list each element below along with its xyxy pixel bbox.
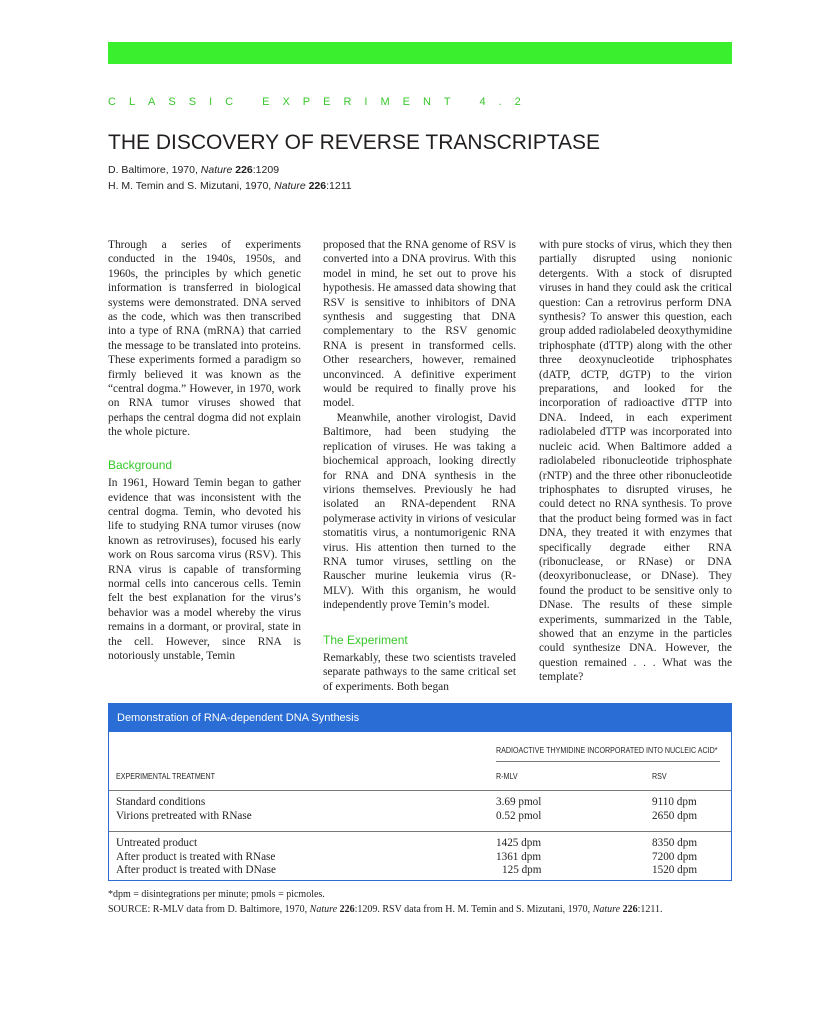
table-row: 1425 dpm 1361 dpm 125 dpm [496, 837, 542, 877]
col2-paragraph-1: proposed that the RNA genome of RSV is converted into a DNA provirus. With this model in mind, he set out to prove his hypothesis. He amassed data showing that RSV is sensitive to inhibitors of DNA synthesis and suggesting that DNA complementary to the RSV genomic RNA is present in transformed cells. Other researchers, however, remained unconvinced. A definitive experiment would be required to finally prove his model. [323, 239, 516, 410]
table-footnote: *dpm = disintegrations per minute; pmols = picmoles. [108, 889, 325, 900]
citation-baltimore: D. Baltimore, 1970, Nature 226:1209 [108, 164, 280, 176]
intro-paragraph: Through a series of experiments conducted in the 1940s, 1950s, and 1960s, the principles by which genetic information is transferred in biological systems were demonstrated. DNA served as the code, which was then transcribed into a type of RNA (mRNA) that carried the message to be translated into proteins. These experiments formed a paradigm so firmly believed it was known as the “central dogma.” However, in 1970, work on RNA tumor viruses showed that perhaps the central dogma did not explain the whole picture. [108, 239, 301, 439]
results-table [108, 703, 732, 881]
column-1 [108, 238, 301, 663]
col-header-rmlv: R-MLV [496, 771, 518, 781]
col2-paragraph-3: Remarkably, these two scientists traveled separate pathways to the same critical set of experiments. Both began [323, 651, 516, 693]
table-row: 9110 dpm 2650 dpm [652, 796, 698, 822]
background-paragraph: In 1961, Howard Temin began to gather evidence that was inconsistent with the central dogma. Temin, who devoted his life to studying RNA tumor viruses (now known as retroviruses), focused his early work on Rous sarcoma virus (RSV). This RNA virus is capable of transforming normal cells into cancerous cells. Temin felt the best explanation for the virus’s behavior was a model whereby the virus remains in a dormant, or proviral, state in the cell. However, since RNA is notoriously unstable, Temin [108, 477, 301, 662]
table-source: SOURCE: R-MLV data from D. Baltimore, 1970, Nature 226:1209. RSV data from H. M. Temin and S. Mizutani, 1970, Nature 226:1211. [108, 904, 663, 915]
citation-temin: H. M. Temin and S. Mizutani, 1970, Nature 226:1211 [108, 180, 352, 192]
article-title: THE DISCOVERY OF REVERSE TRANSCRIPTASE [108, 131, 601, 154]
experiment-heading: The Experiment [323, 632, 408, 647]
table-row: 8350 dpm 7200 dpm 1520 dpm [652, 837, 698, 877]
group-header-rule [496, 761, 720, 762]
group-rule [109, 831, 731, 832]
table-row: 3.69 pmol 0.52 pmol [496, 796, 542, 822]
table-row: Untreated product After product is treated with RNase After product is treated with DNase [116, 837, 276, 877]
section-kicker: CLASSIC EXPERIMENT 4.2 [108, 96, 534, 108]
background-heading: Background [108, 457, 173, 472]
col3-paragraph: with pure stocks of virus, which they then partially disrupted using nonionic detergents. With a stock of disrupted viruses in hand they could ask the critical question: Can a retrovirus perform DNA synthesis? To answer this question, each group added radiolabeled deoxythymidine triphosphate (dTTP) along with the other three deoxynucleotide triphosphates (dATP, dCTP, dGTP) to the virion preparations, and looked for the incorporation of radioactive dTTP into DNA. Indeed, in each experiment radiolabeled dTTP was incorporated into nucleic acid. When Baltimore added a radiolabeled ribonucleotide triphosphate (rNTP) and the three other ribonucleotide triphosphates to disrupted viruses, he could detect no RNA synthesis. To prove that the product being formed was in fact DNA, they treated it with enzymes that specifically degrade either RNA (ribonuclease, or RNase) or DNA (deoxyribonuclease, or DNase). They found the product to be sensitive only to DNase. The results of these simple experiments, summarized in the Table, showed that an enzyme in the particles could synthesize DNA. However, the question remained . . . What was the template? [539, 239, 732, 684]
col-header-treatment: EXPERIMENTAL TREATMENT [116, 771, 216, 781]
col2-paragraph-2: Meanwhile, another virologist, David Baltimore, had been studying the replication of viruses. He was taking a biochemical approach, looking directly for RNA and DNA synthesis in the virions themselves. Previously he had isolated an RNA-dependent RNA polymerase activity in virions of vesicular stomatitis virus, a nontumorigenic RNA virus. His attention then turned to the RNA tumor viruses, settling on the Rauscher murine leukemia virus (R-MLV). With this organism, he would independently prove Temin’s model. [323, 411, 516, 612]
header-rule [109, 790, 731, 791]
table-group-header: RADIOACTIVE THYMIDINE INCORPORATED INTO NUCLEIC ACID* [496, 745, 718, 755]
column-2 [323, 238, 516, 694]
table-title: Demonstration of RNA-dependent DNA Synthesis [109, 704, 731, 732]
column-3 [539, 238, 732, 685]
col-header-rsv: RSV [652, 771, 667, 781]
table-row: Standard conditions Virions pretreated with RNase [116, 796, 252, 822]
header-color-bar [108, 42, 732, 64]
